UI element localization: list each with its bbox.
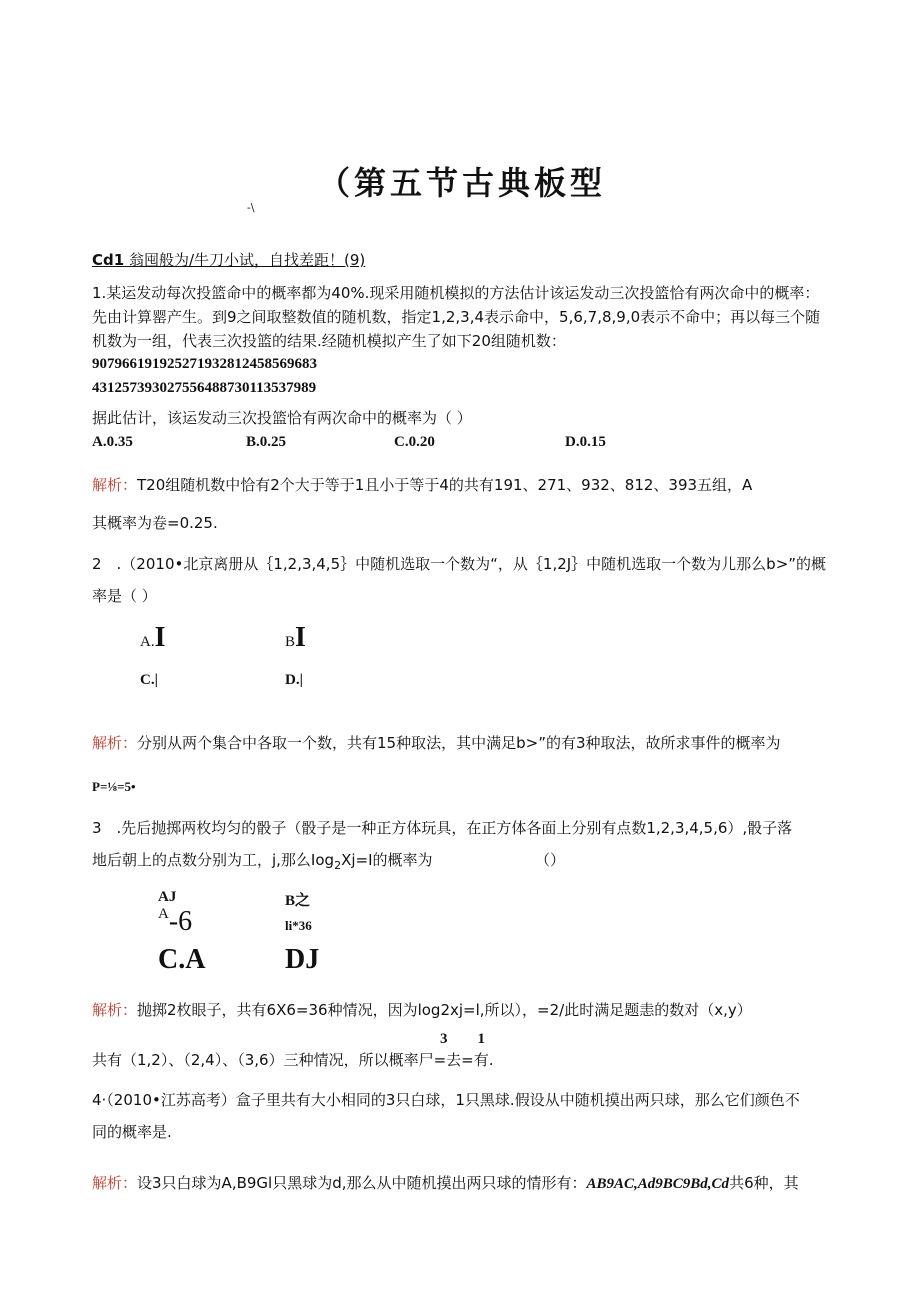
- q3-option-d: DJ: [285, 944, 320, 975]
- q1-analysis-label: 解析：: [92, 476, 138, 494]
- section-tag: Cd1: [92, 251, 125, 269]
- q1-option-c: C.0.20: [394, 434, 435, 450]
- section-header: [92, 249, 365, 270]
- q3-option-a6-label: A: [158, 906, 169, 922]
- q3-line2-end: Xj=I的概率为: [341, 851, 433, 869]
- q2-analysis: [92, 732, 781, 753]
- q3-analysis: [92, 999, 752, 1020]
- q2-option-b: [285, 622, 306, 654]
- q1-line1: 1.某运发动每次投篮命中的概率都为40%.现采用随机模拟的方法估计该运发动三次投篮恰有两次命中的概率：: [92, 284, 820, 302]
- q4-analysis-pairs: AB9AC,Ad9BC9Bd,Cd: [586, 1176, 730, 1192]
- q2-analysis-label: 解析：: [92, 734, 138, 752]
- q4-analysis-tail: 共6种，其: [729, 1174, 799, 1192]
- page-title: （第五节古典板型: [318, 164, 607, 202]
- q2-option-b-label: B: [285, 634, 296, 650]
- q1-digits-row2: 431257393027556488730113537989: [92, 380, 317, 396]
- q4-line2: 同的概率是.: [92, 1123, 172, 1141]
- q2-option-a-value: I: [154, 622, 166, 653]
- q3-analysis-line2: 共有（1,2）、（2,4）、（3,6）三种情况，所以概率尸=去=有.: [92, 1051, 494, 1069]
- q3-option-a6-value: -6: [168, 906, 193, 937]
- q1-option-d: D.0.15: [565, 434, 606, 450]
- q2-option-b-value: I: [295, 622, 306, 653]
- q3-analysis-text: 抛掷2枚眼子，共有6X6=36种情况，因为log2xj=l,所以），=2/此时满足题恚的数对（x,y）: [137, 1001, 752, 1019]
- stray-mark: -\: [247, 201, 255, 214]
- q1-option-b: B.0.25: [246, 434, 287, 450]
- q2-option-d: D.|: [285, 672, 303, 688]
- q1-digits-row1: 907966191925271932812458569683: [92, 356, 317, 372]
- q2-line2: 率是（ ）: [92, 587, 157, 605]
- q1-analysis-line2: 其概率为卷=0.25.: [92, 514, 218, 532]
- q3-line2-sub: 2: [334, 859, 342, 872]
- q3-option-aj: AJ: [158, 889, 177, 905]
- q2-option-a-label: A.: [140, 634, 155, 650]
- q3-option-li: li*36: [285, 918, 312, 933]
- q3-fraction-numerators: 3 1: [440, 1031, 486, 1047]
- section-text: 翁囤般为/牛刀小试，自找差距！(9): [128, 251, 366, 269]
- q2-option-a: [140, 622, 166, 654]
- q2-analysis-text: 分别从两个集合中各取一个数，共有15种取法，其中满足b>”的有3种取法，故所求事件的概率为: [137, 734, 781, 752]
- q3-option-c: C.A: [158, 944, 206, 975]
- q3-line2-start: 地后朝上的点数分别为工，j,那么Iog: [92, 851, 335, 869]
- q4-analysis: [92, 1172, 799, 1193]
- q1-line2: 先由计算罂产生。到9之间取整数值的随机数，指定1,2,3,4表示命中，5,6,7,8,9,0表示不命中；再以每三个随: [92, 308, 821, 326]
- q4-analysis-label: 解析：: [92, 1174, 138, 1192]
- q2-line1: 2 .（2010•北京离册从｛1,2,3,4,5｝中随机选取一个数为“，从｛1,2J｝中随机选取一个数为儿那么b>”的概: [92, 555, 827, 573]
- q4-analysis-text: 设3只白球为A,B9Gl只黑球为d,那么从中随机摸出两只球的情形有：: [137, 1174, 587, 1192]
- q3-option-b: B之: [285, 893, 311, 909]
- q3-option-a6: [158, 906, 192, 938]
- q1-option-a: A.0.35: [92, 434, 133, 450]
- q3-paren: （）: [535, 851, 566, 869]
- q3-line2: [92, 849, 433, 872]
- q4-line1: 4·（2010•江苏高考）盒子里共有大小相同的3只白球，1只黑球.假设从中随机摸出两只球，那么它们颜色不: [92, 1091, 800, 1109]
- q3-line1: 3 .先后抛掷两枚均匀的骰子（骰子是一种正方体玩具，在正方体各面上分别有点数1,2,3,4,5,6）,骰子落: [92, 819, 793, 837]
- q1-line3: 机数为一组，代表三次投篮的结果.经随机模拟产生了如下20组随机数：: [92, 332, 566, 350]
- q3-analysis-label: 解析：: [92, 1001, 138, 1019]
- q1-question: 据此估计，该运发动三次投篮恰有两次命中的概率为（ ）: [92, 409, 472, 427]
- q2-analysis-line2: P=⅛=5•: [92, 779, 136, 794]
- q1-analysis-text: T20组随机数中恰有2个大于等于1且小于等于4的共有191、271、932、812、393五组，A: [137, 476, 753, 494]
- q1-analysis: [92, 474, 752, 495]
- q2-option-c: C.|: [140, 672, 158, 688]
